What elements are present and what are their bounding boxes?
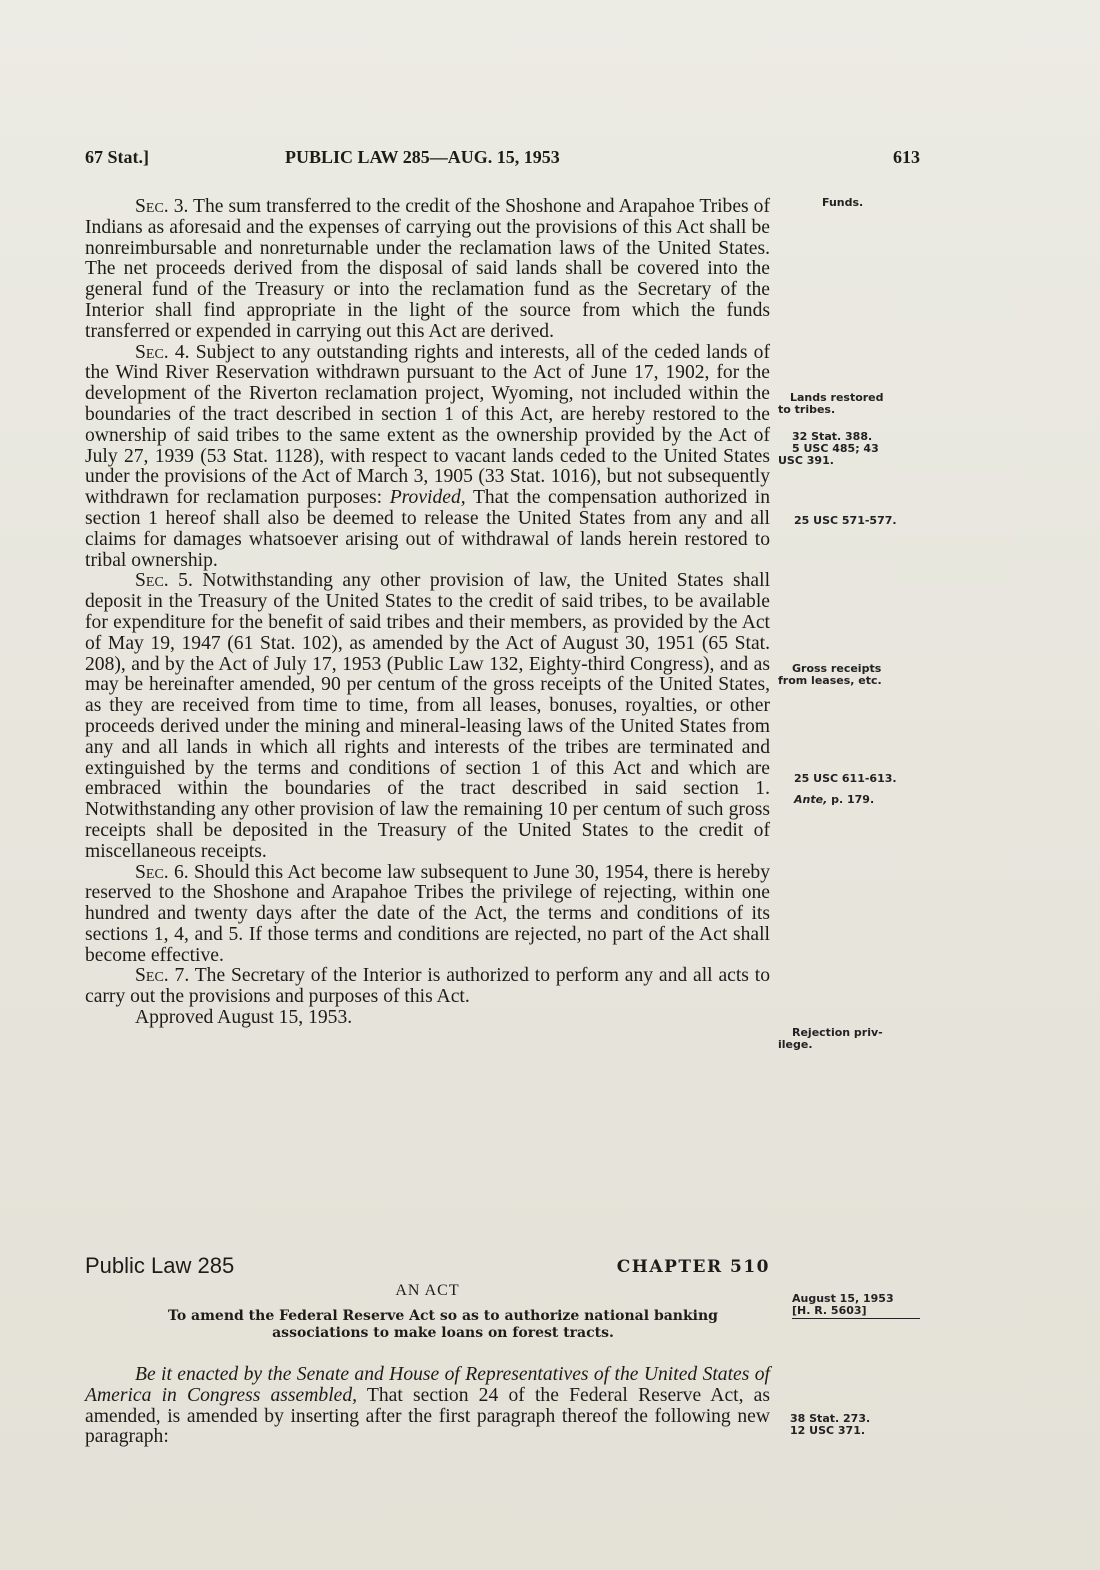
page-number: 613 bbox=[893, 147, 920, 167]
margin-note-25-usc-571: 25 USC 571-577. bbox=[794, 514, 897, 527]
margin-note-bill-date: August 15, 1953 [H. R. 5603] bbox=[792, 1293, 920, 1319]
approval-line: Approved August 15, 1953. bbox=[135, 1007, 353, 1029]
margin-note-ante: Ante, p. 179. bbox=[794, 793, 875, 806]
act-title: To amend the Federal Reserve Act so as to authorize national banking associations to make loans on forest tracts. bbox=[168, 1308, 718, 1341]
section-text-continued: That the compensation authorized in section 1 hereof shall also be deemed to release the United States from any and all claims for damages whatsoever arising out of withdrawal of lands herein restored to tribal ownership. bbox=[85, 487, 771, 571]
enacting-italic: Be it enacted by the Senate and House of Representatives of the United States of America in Congress assembled, bbox=[85, 1364, 770, 1406]
section-label: Sec. 5. bbox=[135, 570, 193, 592]
margin-note-funds: Funds. bbox=[822, 196, 864, 209]
section-label: Sec. 7. bbox=[135, 965, 190, 987]
section-3 bbox=[85, 197, 770, 343]
section-label: Sec. 3. bbox=[135, 196, 189, 217]
an-act-heading: AN ACT bbox=[395, 1282, 460, 1299]
running-title: PUBLIC LAW 285—AUG. 15, 1953 bbox=[285, 147, 560, 167]
section-text: The sum transferred to the credit of the Shoshone and Arapahoe Tribes of Indians as aforesaid and the expenses of carrying out the provisions of this Act shall be nonreimbursable and nonreturnable under the reclamation laws of the United States. The net proceeds derived from the disposal of said lands shall be covered into the general fund of the Treasury or into the reclamation fund as the Secretary of the Interior shall find appropriate in the light of the source from which the funds transferred or expended in carrying out this Act are derived. bbox=[85, 196, 771, 342]
section-label: Sec. 4. bbox=[135, 341, 190, 363]
margin-note-25-usc-611: 25 USC 611-613. bbox=[794, 772, 897, 785]
section-text: Should this Act become law subsequent to June 30, 1954, there is hereby reserved to the Shoshone and Arapahoe Tribes the privilege of rejecting, within one hundred and twenty days after the date of the Act, the terms and conditions of its sections 1, 4, and 5. If those terms and conditions are rejected, no part of the Act shall become effective. bbox=[85, 861, 771, 966]
volume-citation: 67 Stat.] bbox=[85, 147, 149, 167]
public-law-number: Public Law 285 bbox=[85, 1253, 235, 1278]
body-text bbox=[85, 197, 770, 1029]
margin-note-38-stat: 38 Stat. 273. 12 USC 371. bbox=[790, 1412, 871, 1437]
section-text: The Secretary of the Interior is authorized to perform any and all acts to carry out the provisions and purposes of this Act. bbox=[85, 965, 770, 1008]
section-text: Subject to any outstanding rights and interests, all of the ceded lands of the Wind River Reservation withdrawn pursuant to the Act of June 17, 1902, for the development of the Riverton reclamation project, Wyoming, not included within the boundaries of the tract described in section 1 of this Act, are hereby restored to the ownership of said tribes to the same extent as the ownership provided by the Act of July 27, 1939 (53 Stat. 1128), with respect to vacant lands ceded to the United States under the provisions of the Act of March 3, 1905 (33 Stat. 1016), but not subsequently withdrawn for reclamation purposes: bbox=[85, 341, 770, 509]
section-4 bbox=[85, 343, 770, 572]
running-head bbox=[85, 147, 920, 171]
margin-note-32-stat: 32 Stat. 388. 5 USC 485; 43 USC 391. bbox=[778, 430, 879, 467]
enacting-clause bbox=[85, 1365, 770, 1448]
margin-note-rejection-privilege: Rejection priv- ilege. bbox=[778, 1026, 883, 1051]
chapter-number: CHAPTER 510 bbox=[616, 1257, 770, 1277]
margin-note-gross-receipts: Gross receipts from leases, etc. bbox=[778, 662, 882, 687]
enacting-text: That section 24 of the Federal Reserve Act, as amended, is amended by inserting after the first paragraph thereof the following new paragraph: bbox=[85, 1384, 770, 1448]
section-7 bbox=[85, 966, 770, 1008]
public-law-header bbox=[85, 1253, 770, 1281]
margin-note-lands-restored: Lands restored to tribes. bbox=[778, 391, 884, 416]
section-text: Notwithstanding any other provision of law, the United States shall deposit in the Treasury of the United States to the credit of said tribes, to be available for expenditure for the benefit of said tribes and their members, as provided by the Act of May 19, 1947 (61 Stat. 102), as amended by the Act of August 30, 1951 (65 Stat. 208), and by the Act of July 17, 1953 (Public Law 132, Eighty-third Congress), and as may be hereinafter amended, 90 per centum of the gross receipts of the United States, as they are received from time to time, from all leases, bonuses, royalties, or other proceeds derived under the mining and mineral-leasing laws of the United States from any and all lands in which all rights and interests of the tribes are terminated and extinguished by the terms and conditions of section 1 of this Act and which are embraced within the boundaries of the tract described in said section 1. Notwithstanding any other provision of law the remaining 10 per centum of such gross receipts shall be deposited in the Treasury of the United States to the credit of miscellaneous receipts. bbox=[85, 570, 771, 862]
proviso-italic: Provided, bbox=[389, 487, 466, 509]
section-label: Sec. 6. bbox=[135, 861, 189, 883]
section-6 bbox=[85, 863, 770, 967]
section-5 bbox=[85, 571, 770, 862]
